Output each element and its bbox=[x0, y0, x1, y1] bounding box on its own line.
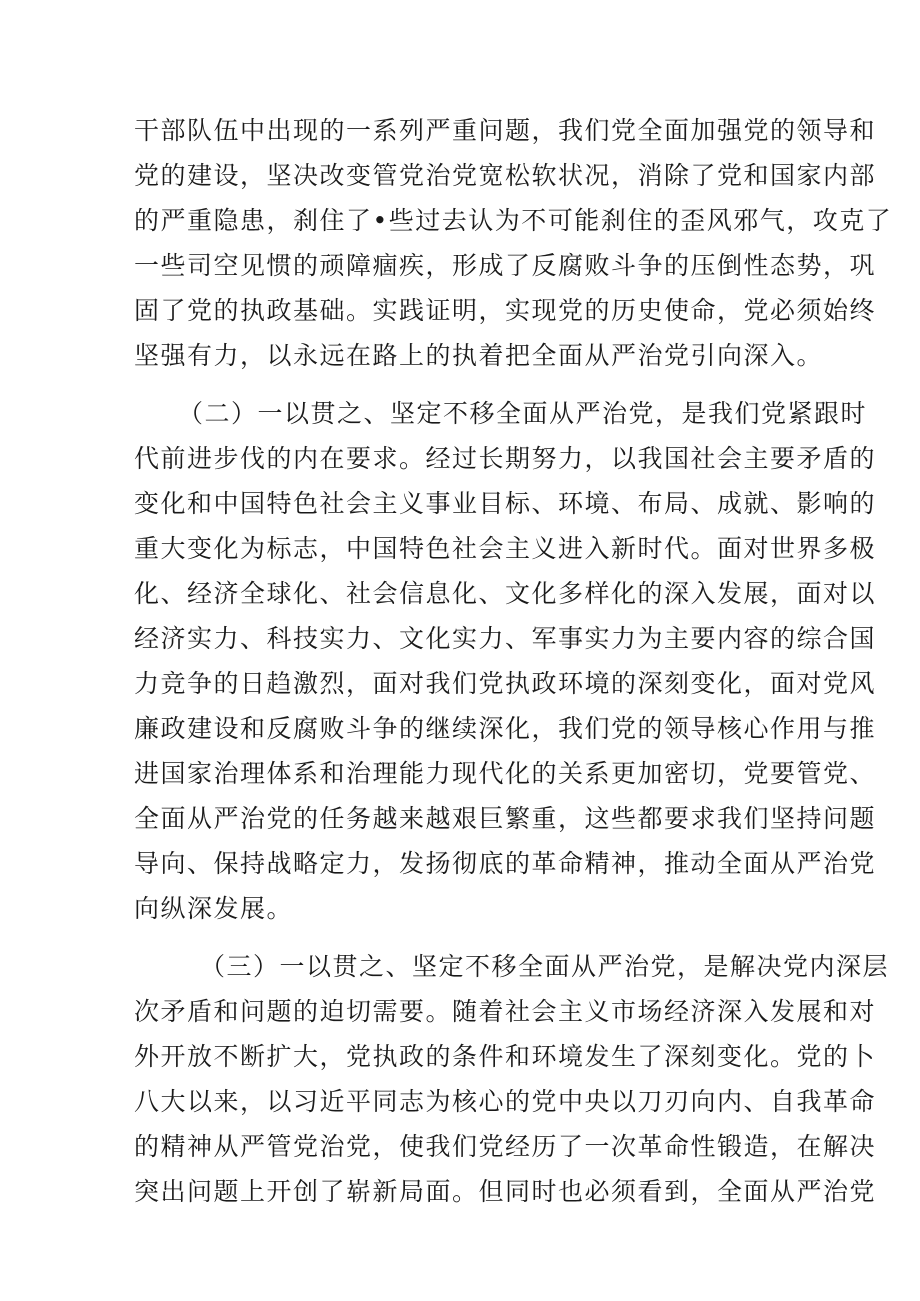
paragraph-2 bbox=[134, 391, 877, 931]
text-line: 干部队伍中出现的一系列严重问题，我们党全面加强党的领导和 bbox=[134, 116, 877, 145]
text-line: 向纵深发展。 bbox=[134, 894, 294, 923]
text-line: 导向、保持战略定力，发扬彻底的革命精神，推动全面从严治党 bbox=[134, 849, 877, 878]
text-line: 八大以来，以习近平同志为核心的党中央以刀刃向内、自我革命 bbox=[134, 1087, 877, 1116]
text-line: 坚强有力，以永远在路上的执着把全面从严治党引向深入。 bbox=[134, 341, 824, 370]
document-body bbox=[134, 108, 893, 1214]
text-line: 代前进步伐的内在要求。经过长期努力，以我国社会主要矛盾的 bbox=[134, 444, 877, 473]
text-line: 外开放不断扩大，党执政的条件和环境发生了深刻变化。党的卜 bbox=[134, 1042, 877, 1071]
text-line: 的严重隐患，刹住了•些过去认为不可能刹住的歪风邪气，攻克了 bbox=[134, 206, 893, 235]
text-line: 廉政建设和反腐败斗争的继续深化，我们党的领导核心作用与推 bbox=[134, 714, 877, 743]
text-line: 变化和中国特色社会主义事业目标、环境、布局、成就、影响的 bbox=[134, 489, 877, 518]
text-line: 一些司空见惯的顽障痼疾，形成了反腐败斗争的压倒性态势，巩 bbox=[134, 251, 877, 280]
text-line: 全面从严治党的任务越来越艰巨繁重，这些都要求我们坚持问题 bbox=[134, 804, 877, 833]
text-line: 的精神从严管党治党，使我们党经历了一次革命性锻造，在解决 bbox=[134, 1132, 877, 1161]
text-line: 力竞争的日趋激烈，面对我们党执政环境的深刻变化，面对党风 bbox=[134, 669, 877, 698]
text-line: 次矛盾和问题的迫切需要。随着社会主义市场经济深入发展和对 bbox=[134, 997, 877, 1026]
text-line: 化、经济全球化、社会信息化、文化多样化的深入发展，面对以 bbox=[134, 579, 877, 608]
text-line: （二）一以贯之、坚定不移全面从严治党，是我们党紧跟时 bbox=[178, 399, 868, 428]
text-line: 经济实力、科技实力、文化实力、军事实力为主要内容的综合国 bbox=[134, 624, 877, 653]
text-line: （三）一以贯之、坚定不移全面从严治党，是解决党内深层 bbox=[200, 952, 890, 981]
paragraph-3 bbox=[134, 944, 890, 1214]
text-line: 党的建设，坚决改变管党治党宽松软状况，消除了党和国家内部 bbox=[134, 161, 877, 190]
text-line: 突出问题上开创了崭新局面。但同时也必须看到，全面从严治党 bbox=[134, 1177, 877, 1206]
text-line: 进国家治理体系和治理能力现代化的关系更加密切，党要管党、 bbox=[134, 759, 877, 788]
text-line: 重大变化为标志，中国特色社会主义进入新时代。面对世界多极 bbox=[134, 534, 877, 563]
paragraph-1 bbox=[134, 108, 893, 378]
text-line: 固了党的执政基础。实践证明，实现党的历史使命，党必须始终 bbox=[134, 296, 877, 325]
